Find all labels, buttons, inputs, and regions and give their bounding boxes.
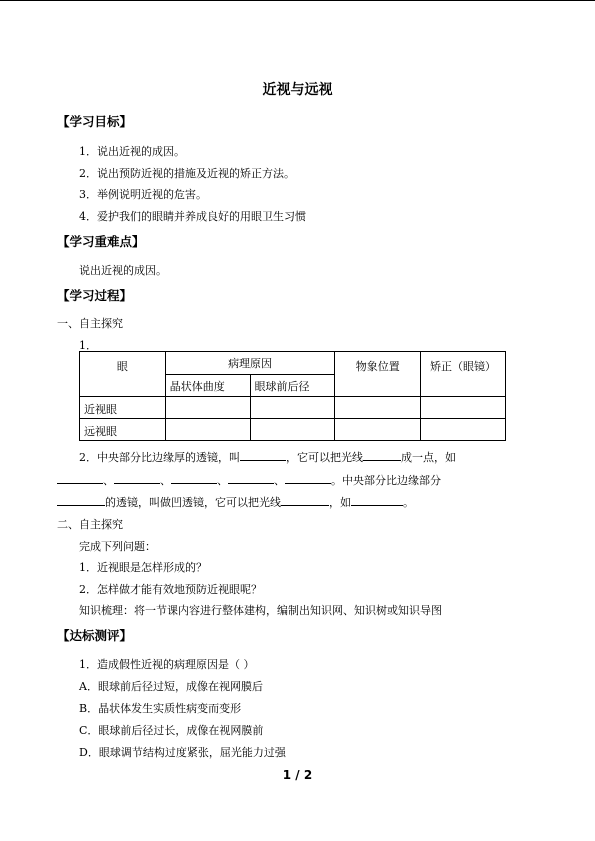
part2-intro: 完成下列问题： (79, 540, 156, 553)
table-cell (335, 419, 421, 441)
goal-item: 1．说出近视的成因。 (79, 145, 185, 158)
table-cell (165, 397, 250, 419)
blank (240, 450, 286, 461)
key-points-text: 说出近视的成因。 (79, 264, 167, 277)
blank (285, 473, 331, 484)
knowledge-review: 知识梳理：将一节课内容进行整体建构，编制出知识网、知识树或知识导图 (79, 604, 442, 617)
test-option-c: C．眼球前后径过长，成像在视网膜前 (79, 724, 264, 737)
blank (114, 473, 160, 484)
test-option-b: B．晶状体发生实质性病变而变形 (79, 702, 242, 715)
table-cell (421, 419, 506, 441)
blank (281, 495, 329, 506)
part1-item1: 1． (79, 339, 97, 352)
row-label-myopia: 近视眼 (80, 397, 166, 419)
table-cell (421, 397, 506, 419)
section-process: 【学习过程】 (57, 288, 133, 303)
table-cell (335, 397, 421, 419)
goal-item: 4．爱护我们的眼睛并养成良好的用眼卫生习惯 (79, 210, 306, 223)
header-eyeball-axis: 眼球前后径 (250, 375, 335, 397)
goal-item: 2．说出预防近视的措施及近视的矫正方法。 (79, 167, 295, 180)
header-eye: 眼 (80, 352, 166, 397)
table-cell (250, 397, 335, 419)
blank (171, 473, 217, 484)
header-image-position: 物象位置 (335, 352, 421, 397)
q2-line1: 2．中央部分比边缘厚的透镜，叫 ，它可以把光线 成一点，如 (79, 451, 456, 464)
page-title: 近视与远视 (262, 82, 333, 98)
blank (57, 495, 105, 506)
blank (57, 473, 103, 484)
part1-heading: 一、自主探究 (57, 317, 123, 330)
part2-question: 1．近视眼是怎样形成的？ (79, 561, 207, 574)
q2-line2: 、 、 、 、 。中央部分比边缘部分 (57, 472, 441, 488)
goal-item: 3．举例说明近视的危害。 (79, 188, 207, 201)
header-pathology: 病理原因 (165, 352, 335, 375)
row-label-hyperopia: 远视眼 (80, 419, 166, 441)
table-cell (165, 419, 250, 441)
test-question: 1．造成假性近视的病理原因是（ ） (79, 658, 255, 671)
part2-question: 2．怎样做才能有效地预防近视眼呢？ (79, 583, 262, 596)
blank (228, 473, 274, 484)
section-test: 【达标测评】 (57, 628, 133, 643)
header-rule (0, 0, 595, 1)
test-option-d: D．眼球调节结构过度紧张，屈光能力过强 (79, 746, 286, 759)
header-lens-curvature: 晶状体曲度 (165, 375, 250, 397)
blank (351, 495, 403, 506)
eye-comparison-table (79, 351, 506, 441)
part2-heading: 二、自主探究 (57, 518, 123, 531)
page-number: 1 / 2 (282, 768, 313, 782)
q2-line3: 的透镜，叫做凹透镜，它可以把光线 ，如 。 (57, 494, 414, 510)
table-cell (250, 419, 335, 441)
header-correction: 矫正（眼镜） (421, 352, 506, 397)
section-key-points: 【学习重难点】 (57, 234, 145, 249)
test-option-a: A．眼球前后径过短，成像在视网膜后 (79, 680, 263, 693)
blank (363, 450, 401, 461)
section-goals: 【学习目标】 (57, 114, 133, 129)
